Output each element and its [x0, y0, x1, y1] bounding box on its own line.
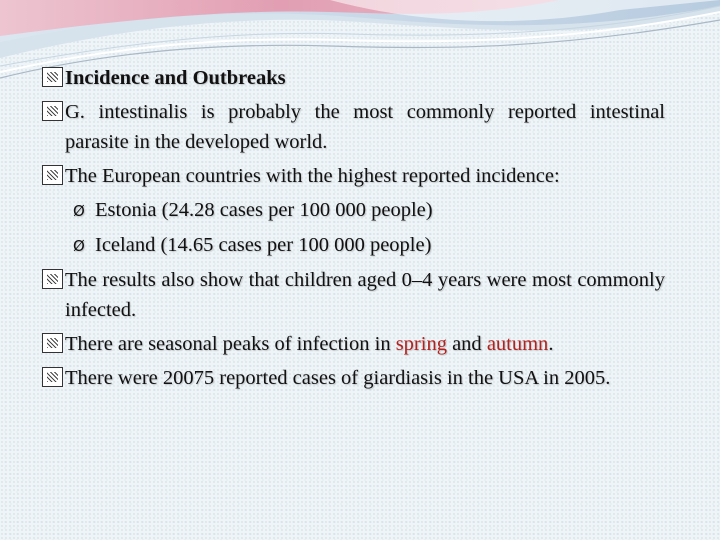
paragraph-5-text: There were 20075 reported cases of giardiasis in the USA in 2005.	[65, 367, 611, 389]
sub-list-item	[42, 195, 665, 226]
paragraph-3	[42, 265, 665, 325]
missing-glyph-bullet-icon	[42, 165, 63, 185]
paragraph-4-text-end: .	[548, 333, 554, 355]
slide-body	[42, 63, 665, 397]
missing-glyph-bullet-icon	[42, 367, 63, 387]
sub-list-item	[42, 230, 665, 261]
heading-paragraph	[42, 63, 665, 93]
paragraph-4-text-start: There are seasonal peaks of infection in	[65, 333, 396, 355]
season-autumn: autumn	[486, 333, 549, 355]
arrow-right-icon: Ø	[73, 202, 85, 220]
sub-item-text: Estonia (24.28 cases per 100 000 people)	[95, 199, 433, 221]
paragraph-1	[42, 97, 665, 157]
paragraph-3-text: The results also show that children aged 0–4 years were most commonly infected.	[65, 269, 665, 321]
missing-glyph-bullet-icon	[42, 101, 63, 121]
paragraph-1-text: G. intestinalis is probably the most commonly reported intestinal parasite in the developed world.	[65, 101, 665, 153]
paragraph-5	[42, 363, 665, 393]
paragraph-2	[42, 161, 665, 191]
arrow-right-icon: Ø	[73, 237, 85, 255]
paragraph-2-text: The European countries with the highest reported incidence:	[65, 165, 560, 187]
paragraph-4	[42, 329, 665, 359]
sub-item-text: Iceland (14.65 cases per 100 000 people)	[95, 234, 432, 256]
missing-glyph-bullet-icon	[42, 269, 63, 289]
missing-glyph-bullet-icon	[42, 67, 63, 87]
heading-text: Incidence and Outbreaks	[65, 67, 286, 89]
paragraph-4-text-mid: and	[446, 333, 487, 355]
season-spring: spring	[395, 333, 447, 355]
missing-glyph-bullet-icon	[42, 333, 63, 353]
